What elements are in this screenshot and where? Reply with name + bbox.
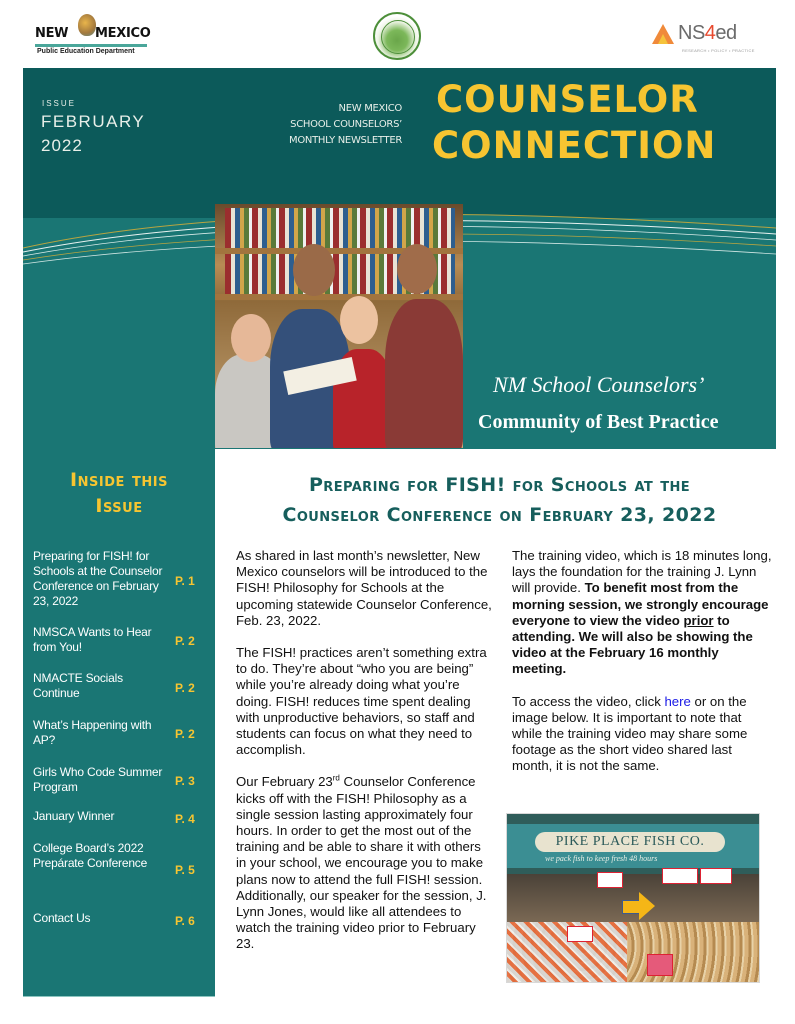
toc-item-page: P. 3 [175,774,195,788]
toc-item-title[interactable]: NMACTE Socials Continue [33,671,123,700]
subtitle-line: NEW MEXICO [338,103,402,114]
ns4ed-tagline: RESEARCH • POLICY • PRACTICE [682,48,755,53]
sidebar-title-line: Issue [95,495,143,517]
article-paragraph [512,694,774,775]
price-tag [647,954,673,976]
underlined-text: prior [683,612,714,628]
subtitle-line: SCHOOL COUNSELORS’ [290,119,402,130]
regional-seal-logo [373,12,421,60]
student-head [340,296,378,344]
price-tag [662,868,698,884]
logo-subtitle: Public Education Department [37,48,135,55]
tagline-italic: NM School Counselors’ [493,372,705,397]
article-paragraph [236,774,492,952]
ordinal-suffix: rd [332,774,340,784]
article-paragraph: As shared in last month’s newsletter, New Mexico counselors will be introduced to the FISH! Philosophy for Schools at the upcoming statewide Counselor Conference, Feb. 23, 2022. [236,548,492,628]
balloon-icon [78,14,96,36]
arrow-right-icon-head [639,892,655,920]
paragraph-text: Counselor Conference kicks off with the FISH! Philosophy as a single session lasting approximately four hours. In order to get the most out of the training and be able to share it with others in your school, we encourage you to make plans now to attend the full FISH! session. Additionally, our speaker for the session, J. Lynn Jones, would like all attendees to watch the training video prior to February 23. [236,774,487,952]
tagline-bold: Community of Best Practice [478,411,719,433]
newsletter-subtitle [270,101,402,149]
ns4ed-logo [652,22,762,58]
issue-year: 2022 [41,136,83,155]
ns4ed-4: 4 [704,22,716,44]
paragraph-text: To access the video, click [512,693,665,709]
paragraph-text: Our February 23 [236,774,333,790]
student-figure [385,299,463,448]
toc-item-page: P. 2 [175,634,195,648]
toc-item-page: P. 6 [175,914,195,928]
triangle-inner-icon [658,34,668,44]
price-tag [597,872,623,888]
student-head [231,314,271,362]
issue-month: FEBRUARY [41,112,146,131]
toc-item-title[interactable]: Contact Us [33,911,91,925]
ns4ed-wordmark [678,22,737,45]
market-sign-text: PIKE PLACE FISH CO. [535,832,725,852]
video-link[interactable]: here [664,693,691,709]
toc-item-page: P. 5 [175,863,195,877]
logo-bar [35,44,147,47]
article-paragraph [236,645,492,758]
student-head [293,244,335,296]
sidebar-title [23,467,215,519]
article-title [222,470,777,530]
student-head [397,244,437,294]
paragraph-text: The FISH! practices aren’t something extra to do. They’re about “who you are being” while you’re already doing what you’re doing. FISH! reduces time spent dealing with unproductive behaviors, so staff and students can focus on what they need to accomplish. [236,645,487,758]
toc-item-title[interactable]: Girls Who Code Summer Program [33,765,163,794]
logo-word-new: NEW [35,26,69,41]
fish-market-video-image[interactable] [506,813,760,983]
nm-ped-logo [35,12,150,56]
toc-item-title[interactable]: Preparing for FISH! for Schools at the Counselor Conference on February 23, 2022 [33,549,163,608]
newsletter-title-line-2: CONNECTION [432,124,717,167]
ns4ed-ed: ed [715,22,737,44]
price-tag [567,926,593,942]
emphasis-text: To benefit most from the morning session, we strongly encourage everyone to view the video [512,580,769,628]
article-title-line: Counselor Conference on February 23, 2022 [282,504,717,526]
sidebar-title-line: Inside this [70,469,168,491]
article-right-column [512,548,774,791]
students-photo [215,204,463,448]
toc-item-title[interactable]: College Board’s 2022 Prepárate Conference [33,841,148,870]
price-tag [700,868,732,884]
paragraph-text: or on the image below. It is important to note that while the training video may share some footage as the short video shared last month, it is not the same. [512,693,748,774]
bookshelf-books [225,208,455,248]
newsletter-title-line-1: COUNSELOR [436,78,699,121]
toc-item-page: P. 2 [175,727,195,741]
article-title-line: Preparing for FISH! for Schools at the [308,474,691,496]
toc-item-title[interactable]: NMSCA Wants to Hear from You! [33,625,152,654]
toc-item-page: P. 4 [175,812,195,826]
article-paragraph [512,548,774,678]
inside-this-issue-sidebar [23,449,215,997]
seal-inner-ring [381,20,415,54]
article-left-column [236,548,492,969]
toc-item-page: P. 1 [175,574,195,588]
toc-item-title[interactable]: What’s Happening with AP? [33,718,152,747]
toc-item-page: P. 2 [175,681,195,695]
market-sign-subtext: we pack fish to keep fresh 48 hours [545,854,658,863]
emphasis-text: to attending. We will also be showing the video at the February 16 monthly meeting. [512,612,753,677]
ns4ed-ns: NS [678,22,705,44]
paragraph-text: The training video, which is 18 minutes long, lays the foundation for the training J. Lynn will provide. [512,548,772,596]
issue-label: ISSUE [42,99,77,108]
logo-word-mexico: MEXICO [95,26,151,41]
subtitle-line: MONTHLY NEWSLETTER [289,135,402,146]
toc-item-title[interactable]: January Winner [33,809,115,823]
